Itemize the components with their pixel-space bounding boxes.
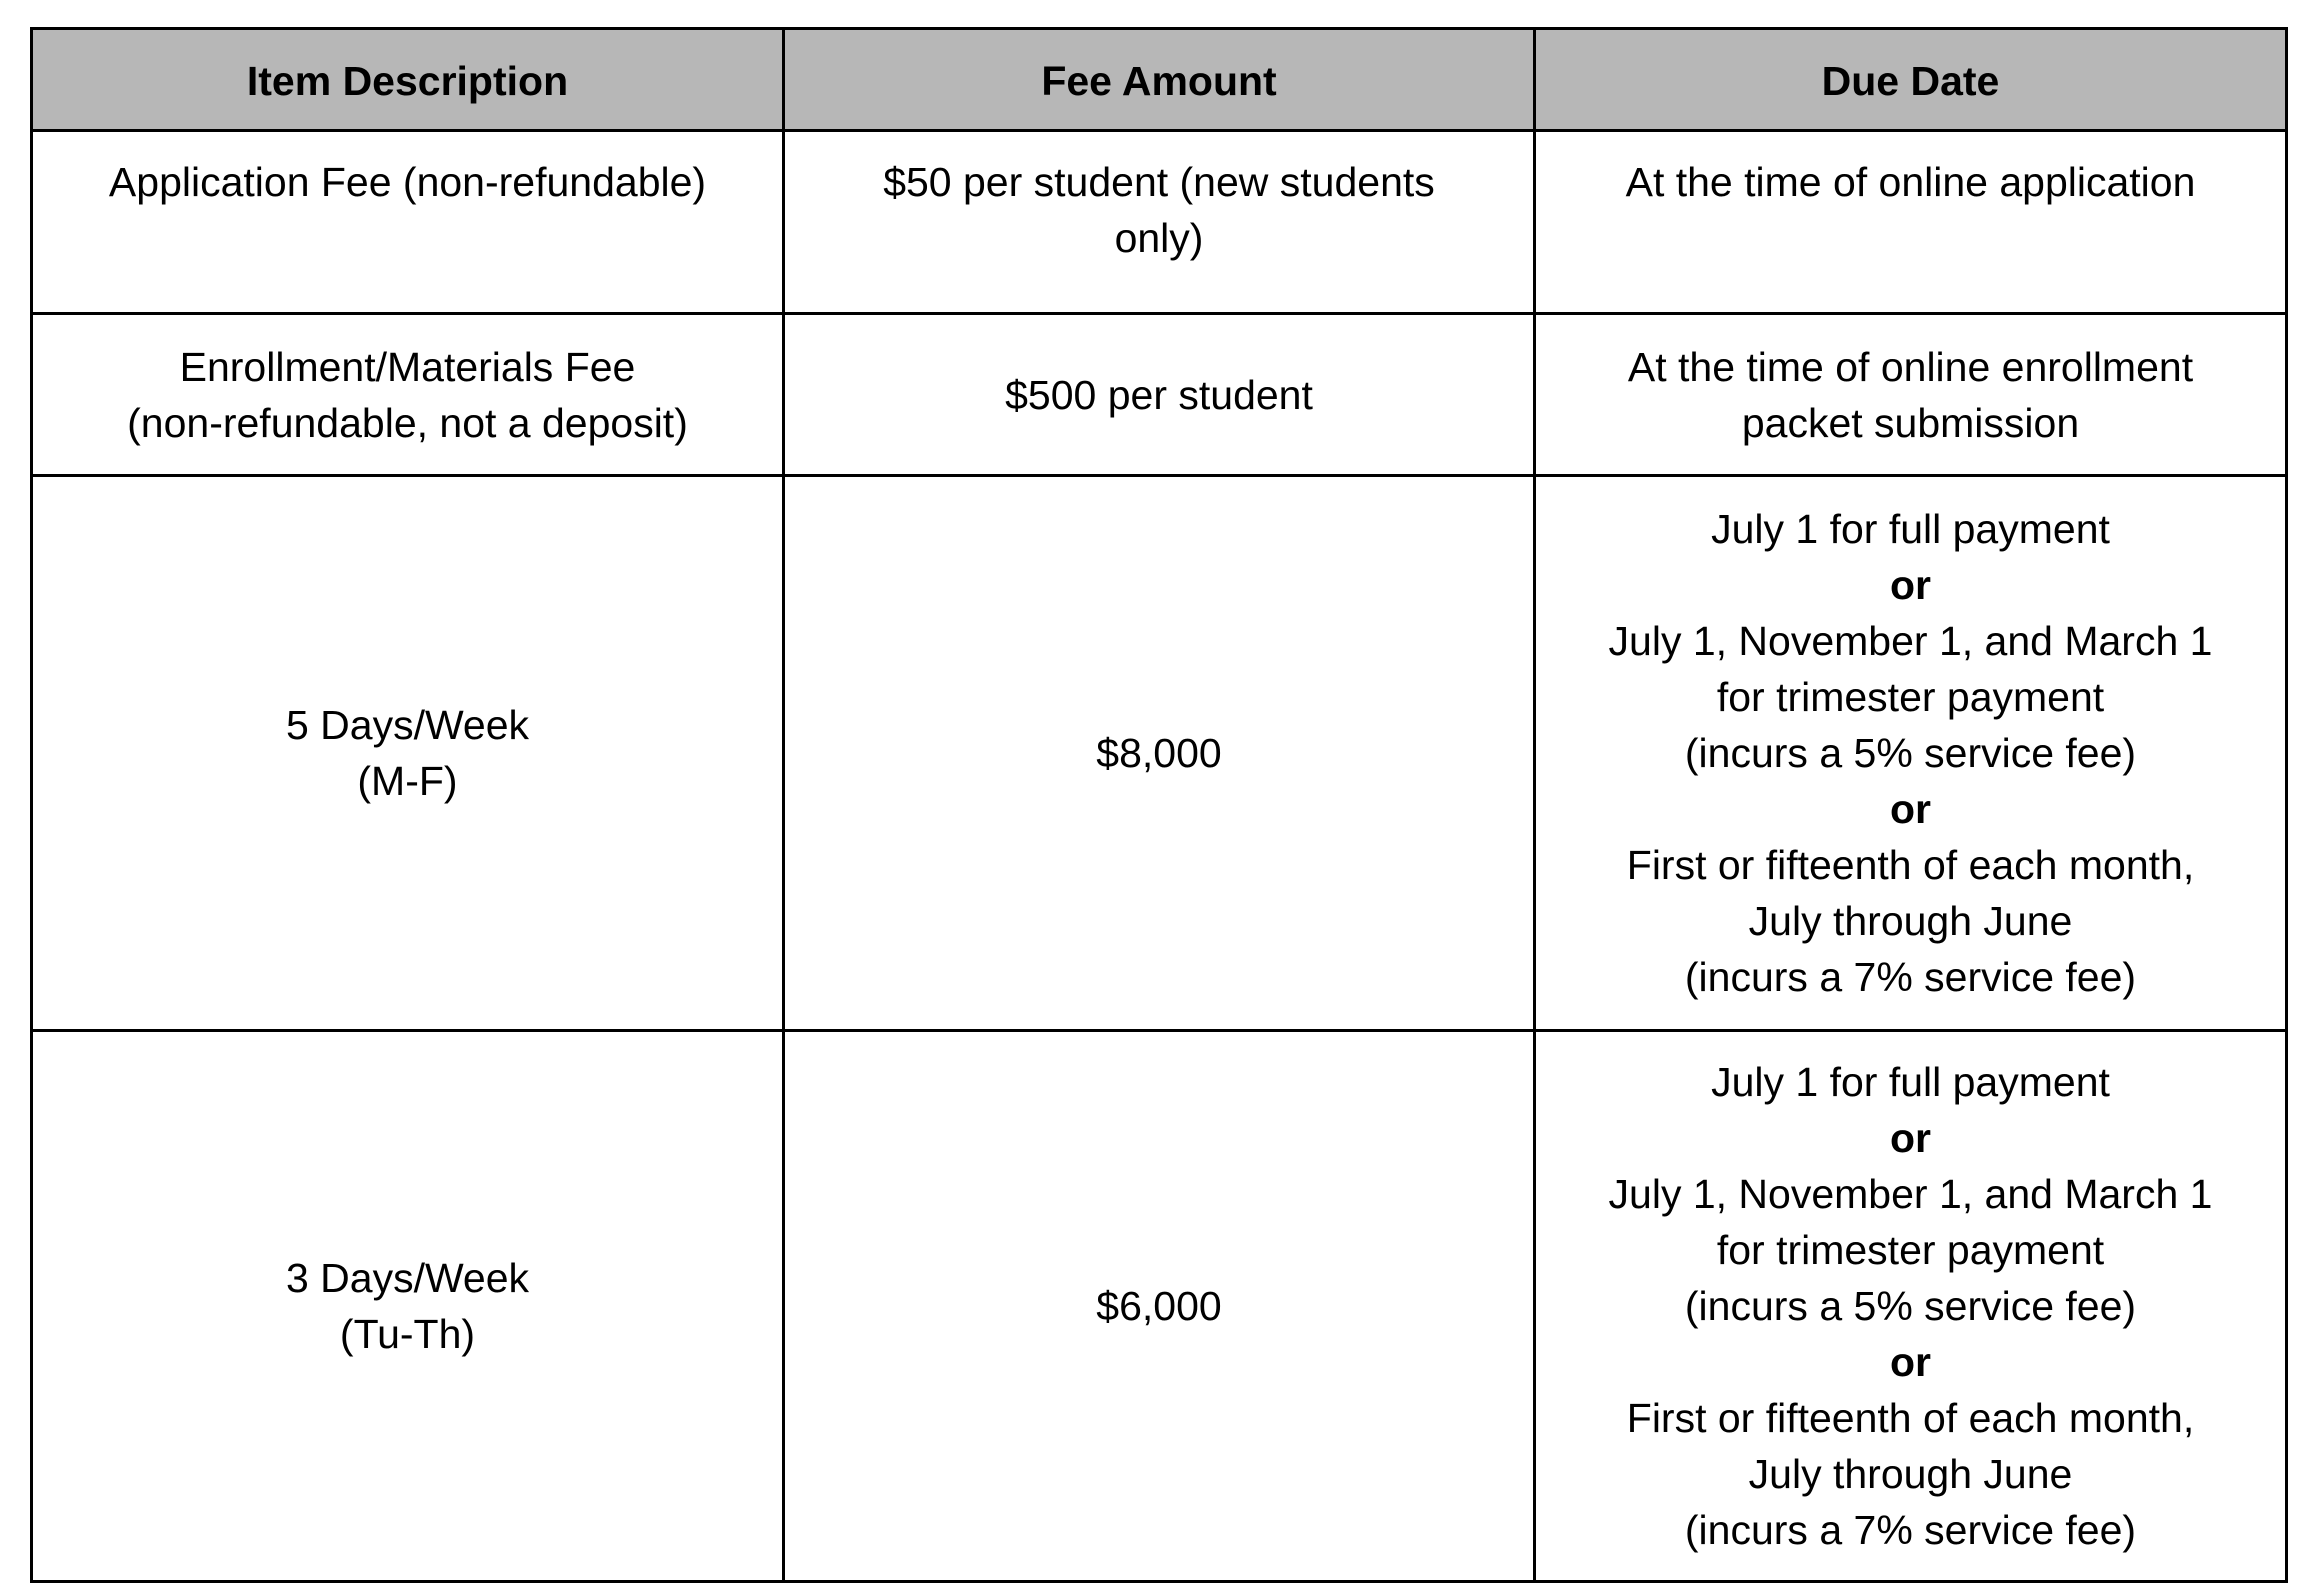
cell-text: for trimester payment <box>1716 674 2105 720</box>
cell-text: $6,000 <box>1096 1283 1222 1329</box>
cell-text: $8,000 <box>1096 730 1222 776</box>
cell-text: $500 per student <box>1005 371 1313 418</box>
cell-text: At the time of online enrollment <box>1627 343 2194 390</box>
table-header <box>32 29 2287 131</box>
cell-text: 3 Days/Week <box>285 1255 530 1301</box>
cell-text: July 1, November 1, and March 1 <box>1608 1171 2213 1217</box>
or-separator: or <box>1890 1115 1931 1161</box>
cell-text: packet submission <box>1741 399 2080 446</box>
table-row <box>32 1031 2287 1582</box>
or-separator: or <box>1890 1339 1931 1385</box>
cell-text: July 1 for full payment <box>1711 506 2110 552</box>
cell-text: (incurs a 7% service fee) <box>1684 954 2137 1000</box>
header-row <box>32 29 2287 131</box>
cell-text: (M-F) <box>357 758 458 804</box>
cell-text: July 1 for full payment <box>1711 1059 2110 1105</box>
cell-text: July through June <box>1748 1451 2073 1497</box>
cell-text: First or fifteenth of each month, <box>1626 1395 2195 1441</box>
or-separator: or <box>1890 786 1931 832</box>
item-description-cell <box>32 476 784 1031</box>
fee-amount-cell <box>784 1031 1535 1582</box>
table-row <box>32 131 2287 314</box>
cell-text: First or fifteenth of each month, <box>1626 842 2195 888</box>
item-description-cell <box>32 1031 784 1582</box>
cell-text: (Tu-Th) <box>339 1311 476 1357</box>
item-description-cell <box>32 314 784 476</box>
table-row <box>32 314 2287 476</box>
cell-text: At the time of online application <box>1625 159 2196 205</box>
fee-amount-cell <box>784 131 1535 314</box>
due-date-cell <box>1535 476 2287 1031</box>
header-item-description: Item Description <box>32 29 784 131</box>
fee-amount-cell <box>784 314 1535 476</box>
cell-text: July through June <box>1748 898 2073 944</box>
or-separator: or <box>1890 562 1931 608</box>
table-body <box>32 131 2287 1582</box>
cell-text: $50 per student (new students <box>883 159 1435 205</box>
cell-text: July 1, November 1, and March 1 <box>1608 618 2213 664</box>
cell-text: (non-refundable, not a deposit) <box>127 399 688 446</box>
cell-text: Application Fee (non-refundable) <box>108 159 707 205</box>
cell-text: (incurs a 7% service fee) <box>1684 1507 2137 1553</box>
item-description-cell <box>32 131 784 314</box>
cell-text: (incurs a 5% service fee) <box>1684 1283 2137 1329</box>
due-date-cell <box>1535 131 2287 314</box>
header-fee-amount: Fee Amount <box>784 29 1535 131</box>
due-date-cell <box>1535 1031 2287 1582</box>
header-due-date: Due Date <box>1535 29 2287 131</box>
cell-text: 5 Days/Week <box>285 702 530 748</box>
cell-text: (incurs a 5% service fee) <box>1684 730 2137 776</box>
due-date-cell <box>1535 314 2287 476</box>
fee-amount-cell <box>784 476 1535 1031</box>
table-row <box>32 476 2287 1031</box>
cell-text: Enrollment/Materials Fee <box>179 343 636 390</box>
cell-text: only) <box>1114 215 1204 261</box>
fee-schedule-table <box>30 27 2288 1583</box>
cell-text: for trimester payment <box>1716 1227 2105 1273</box>
